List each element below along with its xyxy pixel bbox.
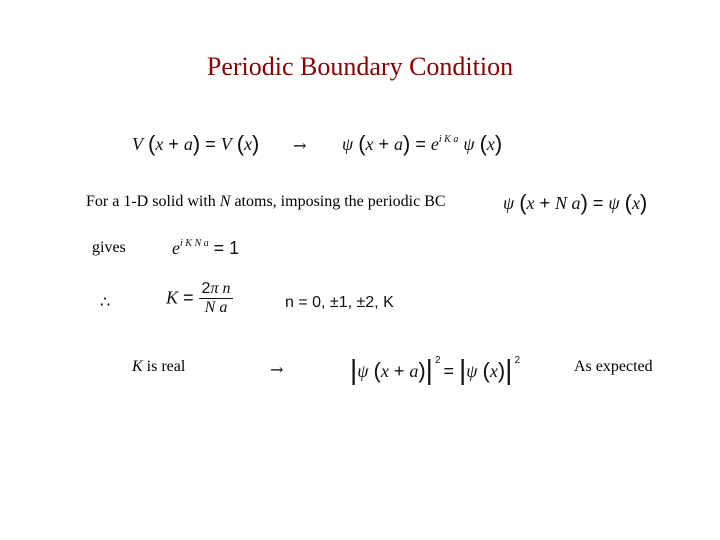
k-symbol: K <box>132 358 143 375</box>
implies-arrow-2: → <box>270 360 284 379</box>
implies-arrow-1: → <box>293 136 307 155</box>
k-is-real-text <box>132 358 185 376</box>
as-expected-label: As expected <box>574 358 653 375</box>
periodic-bc-statement <box>86 193 446 211</box>
therefore-symbol: ∴ <box>100 292 111 311</box>
probability-periodicity-equation: |ψ (x + a)| $^2$ = |ψ (x)| $^2$ <box>350 354 520 385</box>
potential-periodicity-equation: V (x + a) = V (x) <box>132 131 260 156</box>
statement-text-before: For a 1-D solid with <box>86 193 220 210</box>
gives-label: gives <box>92 239 126 256</box>
k-is-real-label: is real <box>142 358 186 375</box>
k-quantization-equation: K = $\frac{\text{2π n}}{\text{N a}}$ <box>166 280 233 317</box>
periodic-bc-equation: ψ (x + N a) = ψ (x) <box>503 190 648 215</box>
bloch-theorem-equation: ψ $(x + a) = e^{i K a}$ ψ (x) <box>342 131 503 156</box>
slide-title: Periodic Boundary Condition <box>206 52 514 81</box>
statement-N: N <box>219 193 231 210</box>
exponential-condition: $e^{i K N a} = 1$ <box>172 238 240 258</box>
n-values: n = 0, ±1, ±2, K <box>285 294 394 311</box>
statement-text-after: atoms, imposing the periodic BC <box>230 193 446 210</box>
